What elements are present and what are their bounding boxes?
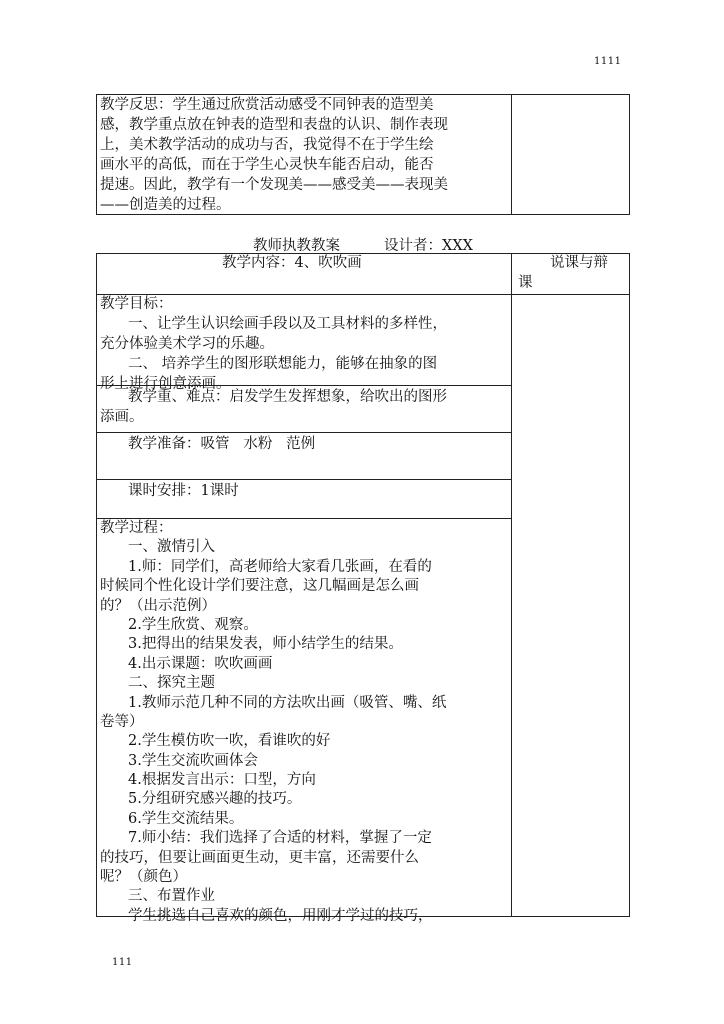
- process-line: 的？（出示范例）: [100, 597, 216, 614]
- process-line: 呢？（颜色）: [100, 869, 187, 886]
- process-line: 4.根据发言出示：口型，方向: [128, 772, 316, 789]
- process-line: 卷等）: [100, 713, 144, 730]
- process-line: 时候同个性化设计学们要注意，这几幅画是怎么画: [100, 578, 419, 595]
- teaching-process: [100, 519, 446, 926]
- plan-title: 教师执教教案: [253, 238, 340, 254]
- process-line: 7.师小结：我们选择了合适的材料，掌握了一定: [128, 830, 432, 847]
- key-points-line: 教学重、难点：启发学生发挥想象，给吹出的图形: [128, 389, 447, 405]
- designer-label: 设计者：XXX: [384, 238, 473, 254]
- reflection-line: 教学反思：学生通过欣赏活动感受不同钟表的造型美: [100, 97, 434, 113]
- page-number-top: 1111: [594, 56, 622, 67]
- goals-line: 充分体验美术学习的乐趣。: [100, 336, 274, 352]
- key-points-line: 添画。: [100, 409, 144, 425]
- process-line: 2.学生模仿吹一吹，看谁吹的好: [128, 733, 331, 750]
- reflection-line: 提速。因此，教学有一个发现美——感受美——表现美: [100, 177, 448, 193]
- goals-line: 教学目标：: [100, 296, 173, 312]
- process-line: 一、激情引入: [128, 539, 215, 556]
- table-column-divider: [511, 253, 512, 917]
- teaching-preparation: [100, 434, 315, 454]
- side-header-line: 说课与辩: [550, 255, 608, 271]
- goals-line: 二、 培养学生的图形联想能力，能够在抽象的图: [128, 356, 438, 372]
- process-line: 6.学生交流结果。: [128, 810, 244, 827]
- process-line: 1.教师示范几种不同的方法吹出画（吸管、嘴、纸: [128, 694, 447, 711]
- process-line: 4.出示课题：吹吹画画: [128, 655, 273, 672]
- table-row-divider: [96, 432, 511, 433]
- goals-line: 形上进行创意添画。: [100, 376, 231, 392]
- process-line: 2.学生欣赏、观察。: [128, 616, 258, 633]
- process-line: 三、布置作业: [128, 888, 215, 905]
- goals-line: 一、让学生认识绘画手段以及工具材料的多样性，: [128, 316, 447, 332]
- class-schedule: [100, 481, 239, 501]
- process-line: 3.把得出的结果发表，师小结学生的结果。: [128, 636, 403, 653]
- reflection-column-divider: [511, 94, 512, 215]
- reflection-text: [100, 95, 448, 215]
- process-line: 教学过程：: [100, 520, 173, 536]
- schedule-line: 课时安排：1课时: [128, 483, 239, 499]
- key-points: [100, 387, 447, 427]
- teaching-goals: [100, 294, 447, 394]
- reflection-line: 上，美术教学活动的成功与否，我觉得不在于学生绘: [100, 137, 434, 153]
- page-number-bottom: 111: [112, 957, 133, 968]
- content-label: 教学内容：4、吹吹画: [222, 255, 362, 271]
- process-line: 1.师：同学们，高老师给大家看几张画，在看的: [128, 558, 432, 575]
- process-line: 二、探究主题: [128, 675, 215, 692]
- process-line: 学生挑选自己喜欢的颜色，用刚才学过的技巧，: [128, 907, 433, 924]
- preparation-line: 教学准备：吸管 水粉 范例: [128, 436, 316, 452]
- reflection-line: ——创造美的过程。: [100, 197, 231, 213]
- table-row-divider: [96, 479, 511, 480]
- side-column-header: [518, 253, 608, 293]
- process-line: 3.学生交流吹画体会: [128, 752, 258, 769]
- reflection-line: 感，教学重点放在钟表的造型和表盘的认识、制作表现: [100, 117, 448, 133]
- reflection-line: 画水平的高低，而在于学生心灵快车能否启动，能否: [100, 157, 434, 173]
- process-line: 5.分组研究感兴趣的技巧。: [128, 791, 302, 808]
- side-header-line: 课: [518, 275, 533, 291]
- plan-title-row: [253, 234, 473, 255]
- process-line: 的技巧，但要让画面更生动，更丰富，还需要什么: [100, 849, 419, 866]
